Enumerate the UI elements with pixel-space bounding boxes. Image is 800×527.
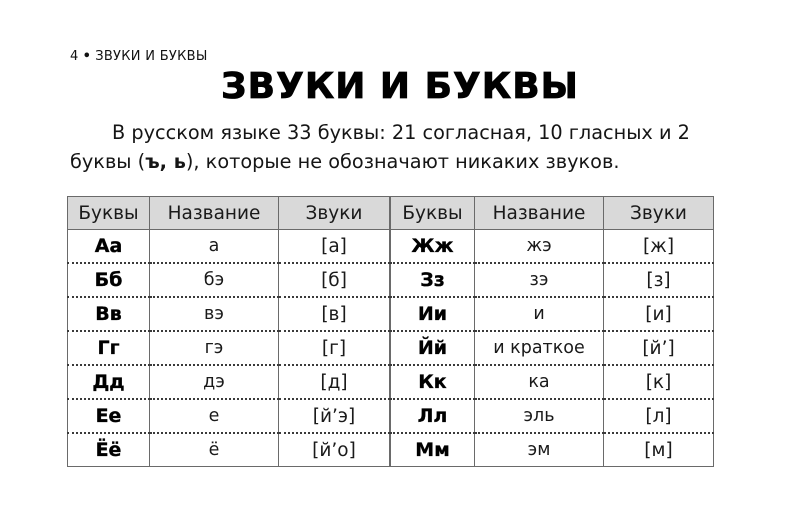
letter-cell: Вв <box>68 297 150 331</box>
sound-cell: [л] <box>604 399 714 433</box>
name-cell: ка <box>475 365 604 399</box>
name-cell: эль <box>475 399 604 433</box>
column-header-name: Название <box>475 197 604 230</box>
name-cell: дэ <box>150 365 279 399</box>
table-row <box>68 433 390 467</box>
page-number: 4 <box>70 49 79 64</box>
letter-cell: Мм <box>391 433 475 467</box>
intro-text-start: В русском языке 33 буквы: 21 согласная, 10 гласных и 2 буквы ( <box>70 121 690 173</box>
intro-paragraph <box>70 118 722 176</box>
intro-text-end: ), которые не обозначают никаких звуков. <box>185 150 620 173</box>
letter-cell: Зз <box>391 263 475 297</box>
table-row <box>391 297 714 331</box>
name-cell: эм <box>475 433 604 467</box>
column-header-sounds: Звуки <box>604 197 714 230</box>
sound-cell: [к] <box>604 365 714 399</box>
section-name: ЗВУКИ И БУКВЫ <box>95 49 208 64</box>
sound-cell: [й’о] <box>279 433 390 467</box>
table-row <box>68 230 390 264</box>
name-cell: зэ <box>475 263 604 297</box>
sound-cell: [б] <box>279 263 390 297</box>
alphabet-table-left <box>67 196 390 467</box>
sound-cell: [д] <box>279 365 390 399</box>
sound-cell: [в] <box>279 297 390 331</box>
table-row <box>68 365 390 399</box>
letter-cell: Ее <box>68 399 150 433</box>
table-row <box>391 399 714 433</box>
sound-cell: [и] <box>604 297 714 331</box>
column-header-sounds: Звуки <box>279 197 390 230</box>
name-cell: а <box>150 230 279 264</box>
column-header-name: Название <box>150 197 279 230</box>
table-row <box>68 263 390 297</box>
column-header-letters: Буквы <box>68 197 150 230</box>
letter-cell: Бб <box>68 263 150 297</box>
sound-cell: [г] <box>279 331 390 365</box>
sound-cell: [з] <box>604 263 714 297</box>
letter-cell: Лл <box>391 399 475 433</box>
letter-cell: Гг <box>68 331 150 365</box>
table-header-row <box>68 197 390 230</box>
letter-cell: Кк <box>391 365 475 399</box>
bullet-separator: • <box>82 49 92 64</box>
page-title: ЗВУКИ И БУКВЫ <box>221 66 579 107</box>
letter-cell: Ии <box>391 297 475 331</box>
name-cell: жэ <box>475 230 604 264</box>
name-cell: гэ <box>150 331 279 365</box>
letter-cell: Дд <box>68 365 150 399</box>
name-cell: ё <box>150 433 279 467</box>
table-row <box>68 399 390 433</box>
name-cell: е <box>150 399 279 433</box>
alphabet-table-right <box>390 196 714 467</box>
letter-cell: Аа <box>68 230 150 264</box>
letter-cell: Йй <box>391 331 475 365</box>
table-row <box>391 230 714 264</box>
letter-cell: Жж <box>391 230 475 264</box>
sound-cell: [й’] <box>604 331 714 365</box>
table-header-row <box>391 197 714 230</box>
table-row <box>391 433 714 467</box>
name-cell: бэ <box>150 263 279 297</box>
table-row <box>391 331 714 365</box>
table-row <box>68 331 390 365</box>
name-cell: вэ <box>150 297 279 331</box>
sound-cell: [й’э] <box>279 399 390 433</box>
name-cell: и краткое <box>475 331 604 365</box>
running-head <box>70 49 208 64</box>
column-header-letters: Буквы <box>391 197 475 230</box>
letter-cell: Ёё <box>68 433 150 467</box>
table-row <box>391 365 714 399</box>
intro-bold-letters: ъ, ь <box>145 150 186 173</box>
sound-cell: [м] <box>604 433 714 467</box>
sound-cell: [ж] <box>604 230 714 264</box>
table-row <box>391 263 714 297</box>
name-cell: и <box>475 297 604 331</box>
table-row <box>68 297 390 331</box>
sound-cell: [а] <box>279 230 390 264</box>
